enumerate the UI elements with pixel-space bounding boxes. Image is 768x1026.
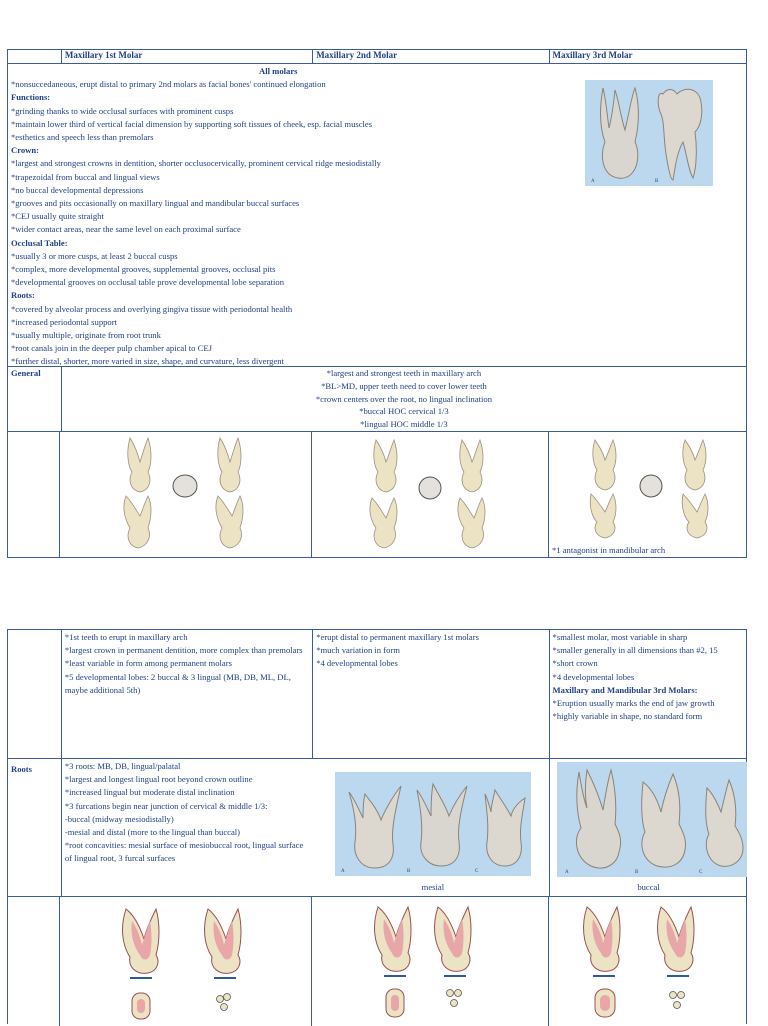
root-section	[674, 1002, 681, 1009]
descriptions-row	[8, 630, 746, 758]
pulp-shape	[391, 995, 399, 1011]
third-molar-sections	[548, 897, 746, 1026]
photo-label-c: C	[474, 869, 479, 874]
crown-heading: Crown:	[11, 145, 40, 156]
third-molar-description	[549, 630, 746, 758]
third-molar-extra-item: *Eruption usually marks the end of jaw growth	[552, 698, 715, 709]
photo-label-b: B	[634, 870, 638, 875]
molar-b-shape	[641, 774, 685, 867]
first-molar-item: *largest crown in permanent dentition, more complex than premolars	[64, 645, 303, 656]
header-maxillary-2nd-molar: Maxillary 2nd Molar	[312, 50, 548, 63]
tooth-views-row	[8, 431, 746, 557]
buccal-photo	[557, 762, 747, 877]
tooth-outline	[682, 494, 708, 538]
tooth-outline	[124, 496, 151, 548]
cross-sections-empty	[8, 897, 59, 1026]
second-molar-item: *4 developmental lobes	[316, 658, 398, 669]
roots-item: *further distal, shorter, more varied in size, shape, and curvature, less divergent	[11, 356, 284, 367]
occlusal-view	[419, 477, 441, 499]
general-item: *largest and strongest teeth in maxillary arch	[326, 368, 482, 378]
cross-sections-row	[8, 896, 746, 1026]
first-molar-sections	[59, 897, 311, 1026]
tooth-outline	[460, 440, 483, 492]
root-section	[455, 990, 462, 997]
roots-text	[65, 760, 307, 866]
general-item: *buccal HOC cervical 1/3	[359, 406, 449, 417]
roots-heading: Roots:	[11, 290, 35, 301]
crown-item: *CEJ usually quite straight	[11, 211, 104, 222]
mesial-caption: mesial	[421, 882, 445, 892]
buccal-photo-svg	[557, 762, 747, 877]
all-molars-intro: *nonsuccedaneous, erupt distal to primary 2nd molars as facial bones' continued elongation	[11, 79, 326, 90]
third-molar-heading: Maxillary and Mandibular 3rd Molars:	[552, 684, 698, 695]
second-molar-description	[312, 630, 548, 758]
first-molar-item: *least variable in form among permanent molars	[64, 658, 232, 669]
occlusal-view	[640, 475, 662, 497]
tooth-outline	[374, 440, 397, 492]
all-molars-text	[8, 64, 549, 366]
crown-item: *no buccal developmental depressions	[11, 184, 144, 195]
second-molar-views-svg	[312, 432, 549, 556]
first-molar-sections-svg	[60, 897, 312, 1025]
root-section	[447, 990, 454, 997]
section-label-mark	[444, 975, 466, 977]
antagonist-note: *1 antagonist in mandibular arch	[552, 544, 666, 555]
section-label-mark	[214, 977, 236, 979]
function-item: *grinding thanks to wide occlusal surfaces with prominent cusps	[11, 105, 234, 116]
third-molar-item: *short crown	[552, 658, 598, 669]
third-molar-item: *smaller generally in all dimensions than #2, 15	[552, 645, 718, 656]
molar-b-shape	[658, 89, 702, 180]
third-molar-item: *4 developmental lobes	[552, 671, 635, 682]
roots-detail: -mesial and distal (more to the lingual than buccal)	[64, 827, 241, 838]
root-section	[221, 1004, 228, 1011]
second-molar-sections-svg	[312, 897, 549, 1025]
occlusal-heading: Occlusal Table:	[11, 237, 68, 248]
tooth-outline	[370, 498, 397, 548]
third-molar-item: *smallest molar, most variable in sharp	[552, 632, 688, 642]
roots-detail: *3 roots: MB, DB, lingual/palatal	[64, 761, 181, 771]
molar-photo-svg	[585, 80, 713, 186]
molar-photo-ab	[585, 80, 713, 186]
third-molar-extra-item: *highly variable in shape, no standard form	[552, 711, 703, 722]
buccal-photo-cell	[549, 759, 746, 896]
header-maxillary-1st-molar: Maxillary 1st Molar	[61, 50, 312, 63]
roots-item: *root canals join in the deeper pulp chamber apical to CEJ	[11, 343, 212, 354]
first-molar-description	[61, 630, 312, 758]
general-label: General	[11, 368, 41, 378]
photo-label-a: A	[564, 870, 569, 875]
pulp-shape	[600, 995, 610, 1011]
all-molars-photo-cell	[549, 64, 746, 366]
tooth-outline	[593, 440, 616, 490]
tooth-views-empty	[8, 432, 59, 557]
header-empty-cell	[8, 50, 61, 63]
first-molar-views	[59, 432, 311, 557]
roots-detail: *largest and longest lingual root beyond crown outline	[64, 774, 253, 785]
roots-item: *covered by alveolar process and overlying gingiva tissue with periodontal health	[11, 303, 293, 314]
tooth-outline	[216, 496, 243, 548]
tooth-outline	[458, 498, 485, 548]
crown-item: *grooves and pits occasionally on maxillary lingual and mandibular buccal surfaces	[11, 198, 300, 209]
occlusal-item: *developmental grooves on occlusal table prove developmental lobe separation	[11, 277, 284, 288]
molar-a-shape	[576, 770, 620, 868]
tooth-outline	[590, 494, 616, 538]
photo-label-c: C	[698, 870, 702, 875]
root-section	[217, 996, 224, 1003]
mesial-photo	[335, 772, 531, 876]
table-2	[7, 629, 747, 1024]
root-section	[678, 992, 685, 999]
first-molar-item: *5 developmental lobes: 2 buccal & 3 lingual (MB, DB, ML, DL, maybe additional 5th)	[64, 671, 291, 695]
roots-row	[8, 758, 746, 896]
root-section	[224, 994, 231, 1001]
general-item: *BL>MD, upper teeth need to cover lower teeth	[321, 380, 487, 391]
molar-c-shape	[705, 780, 742, 866]
functions-heading: Functions:	[11, 92, 51, 103]
photo-label-a: A	[590, 179, 595, 184]
section-label-mark	[130, 977, 152, 979]
photo-label-b: B	[654, 179, 658, 184]
roots-item: *increased periodontal support	[11, 316, 117, 327]
roots-detail: -buccal (midway mesiodistally)	[64, 813, 174, 824]
roots-detail: *root concavities: mesial surface of mesiobuccal root, lingual surface of lingual root, 3 furcal surfaces	[64, 840, 304, 864]
general-item: *crown centers over the root, no lingual inclination	[315, 393, 492, 404]
roots-label: Roots	[11, 764, 33, 774]
occlusal-item: *complex, more developmental grooves, supplemental grooves, occlusal pits	[11, 264, 276, 275]
all-molars-title: All molars	[259, 66, 298, 76]
occlusal-view	[173, 475, 197, 497]
second-molar-item: *erupt distal to permanent maxillary 1st molars	[316, 632, 479, 642]
descriptions-empty	[8, 630, 61, 758]
molar-a-shape	[349, 786, 401, 868]
second-molar-item: *much variation in form	[316, 645, 400, 656]
function-item: *esthetics and speech less than premolars	[11, 132, 154, 143]
function-item: *maintain lower third of vertical facial dimension by supporting soft tissues of cheek, esp. facial muscles	[11, 118, 373, 129]
section-label-mark	[384, 975, 406, 977]
tooth-outline	[128, 438, 151, 492]
general-text	[61, 367, 746, 431]
general-item: *lingual HOC middle 1/3	[360, 419, 448, 430]
header-maxillary-3rd-molar: Maxillary 3rd Molar	[549, 50, 746, 63]
section-label-mark	[667, 975, 689, 977]
third-molar-views-svg	[549, 432, 747, 542]
molar-c-shape	[485, 790, 525, 866]
second-molar-views	[311, 432, 548, 557]
second-molar-sections	[311, 897, 548, 1026]
crown-item: *largest and strongest crowns in dentition, shorter occlusocervically, prominent cervical ridge mesiodistally	[11, 158, 381, 169]
tooth-outline	[218, 438, 241, 492]
roots-item: *usually multiple, originate from root trunk	[11, 330, 161, 341]
crown-item: *wider contact areas, near the same level on each proximal surface	[11, 224, 241, 235]
tooth-outline	[683, 440, 706, 490]
root-section	[670, 992, 677, 999]
table-1-header-row	[8, 50, 746, 63]
photo-label-a: A	[340, 869, 345, 874]
pulp-shape	[137, 999, 145, 1013]
photo-label-b: B	[406, 869, 411, 874]
first-molar-views-svg	[60, 432, 312, 556]
root-section	[451, 1000, 458, 1007]
general-row	[8, 366, 746, 431]
roots-detail: *increased lingual but moderate distal inclination	[64, 787, 235, 798]
all-molars-row	[8, 63, 746, 366]
roots-detail: *3 furcations begin near junction of cervical & middle 1/3:	[64, 800, 268, 811]
molar-a-shape	[600, 88, 638, 178]
buccal-caption: buccal	[637, 882, 660, 892]
roots-content	[61, 759, 549, 896]
crown-item: *trapezoidal from buccal and lingual views	[11, 171, 160, 182]
molar-b-shape	[417, 784, 467, 866]
first-molar-item: *1st teeth to erupt in maxillary arch	[64, 632, 188, 642]
section-label-mark	[593, 975, 615, 977]
third-molar-sections-svg	[549, 897, 747, 1025]
mesial-photo-svg	[335, 772, 531, 876]
occlusal-item: *usually 3 or more cusps, at least 2 buccal cusps	[11, 250, 178, 261]
third-molar-views	[548, 432, 746, 557]
table-1	[7, 49, 747, 558]
